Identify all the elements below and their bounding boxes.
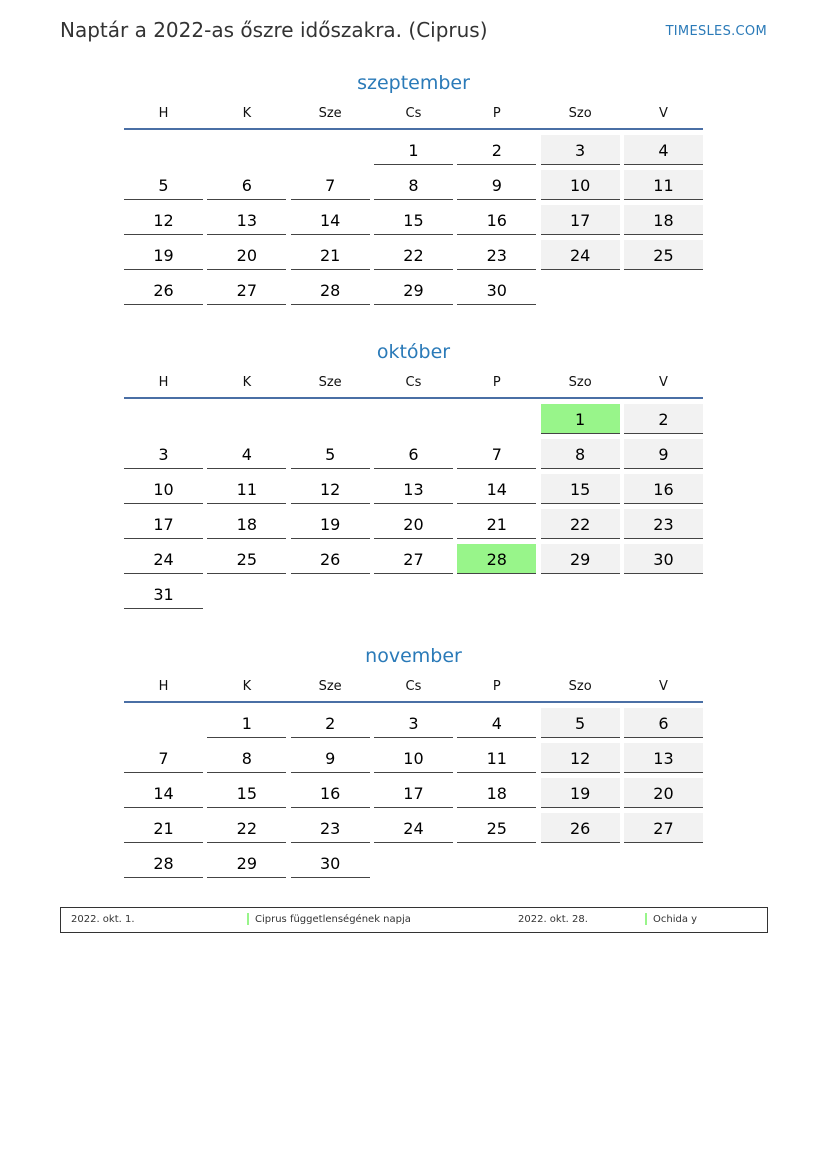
empty-day-cell [541, 275, 620, 305]
weekday-label: Szo [568, 679, 592, 694]
month-calendar [124, 339, 703, 609]
day-cell[interactable]: 29 [207, 848, 286, 878]
day-cell[interactable]: 3 [541, 135, 620, 165]
day-cell[interactable]: 4 [457, 708, 536, 738]
day-cell[interactable]: 22 [374, 240, 453, 270]
day-cell[interactable]: 15 [207, 778, 286, 808]
day-cell[interactable]: 23 [457, 240, 536, 270]
day-cell[interactable]: 15 [374, 205, 453, 235]
day-cell[interactable]: 9 [291, 743, 370, 773]
legend-name-1: Ciprus függetlenségének napja [255, 914, 411, 925]
day-cell[interactable]: 7 [457, 439, 536, 469]
day-cell[interactable]: 24 [541, 240, 620, 270]
empty-day-cell [624, 848, 703, 878]
weekday-label: H [158, 679, 169, 694]
day-cell[interactable]: 4 [624, 135, 703, 165]
day-cell[interactable]: 13 [374, 474, 453, 504]
day-cell[interactable]: 7 [291, 170, 370, 200]
brand-link[interactable]: TIMESLES.COM [665, 24, 767, 39]
empty-day-cell [207, 135, 286, 165]
legend-name-2: Ochida y [653, 914, 698, 925]
day-cell[interactable]: 15 [541, 474, 620, 504]
weekday-label: Szo [568, 375, 592, 390]
empty-day-cell [291, 404, 370, 434]
empty-day-cell [374, 579, 453, 609]
empty-day-cell [291, 135, 370, 165]
weekday-label: K [242, 106, 252, 121]
holiday-legend [60, 907, 768, 933]
day-cell[interactable]: 3 [374, 708, 453, 738]
day-cell[interactable]: 11 [624, 170, 703, 200]
day-cell[interactable]: 1 [207, 708, 286, 738]
legend-date-1: 2022. okt. 1. [71, 914, 135, 925]
empty-day-cell [207, 579, 286, 609]
day-cell[interactable]: 17 [374, 778, 453, 808]
weekday-label: V [659, 375, 668, 390]
weekday-header [124, 100, 703, 130]
day-cell[interactable]: 27 [624, 813, 703, 843]
day-cell[interactable]: 23 [291, 813, 370, 843]
weekday-label: P [492, 375, 501, 390]
day-cell[interactable]: 19 [541, 778, 620, 808]
day-cell[interactable]: 2 [624, 404, 703, 434]
empty-day-cell [124, 708, 203, 738]
day-cell[interactable]: 26 [291, 544, 370, 574]
day-cell[interactable]: 14 [124, 778, 203, 808]
day-cell[interactable]: 9 [457, 170, 536, 200]
empty-day-cell [624, 579, 703, 609]
day-cell[interactable]: 21 [124, 813, 203, 843]
day-cell[interactable]: 2 [457, 135, 536, 165]
day-cell[interactable]: 6 [374, 439, 453, 469]
month-title: október [376, 341, 451, 363]
weekday-label: H [158, 106, 169, 121]
weekday-label: Cs [405, 679, 422, 694]
weekday-label: Sze [318, 106, 342, 121]
day-cell[interactable]: 5 [124, 170, 203, 200]
weekday-label: V [659, 679, 668, 694]
empty-day-cell [624, 275, 703, 305]
empty-day-cell [374, 848, 453, 878]
day-cell[interactable]: 27 [207, 275, 286, 305]
weekday-label: Cs [405, 375, 422, 390]
day-cell[interactable]: 11 [457, 743, 536, 773]
day-cell[interactable]: 17 [541, 205, 620, 235]
weekday-header [124, 673, 703, 703]
weekday-label: V [659, 106, 668, 121]
weekday-label: H [158, 375, 169, 390]
day-cell[interactable]: 14 [457, 474, 536, 504]
day-cell[interactable]: 22 [207, 813, 286, 843]
day-cell[interactable]: 5 [541, 708, 620, 738]
day-cell[interactable]: 10 [124, 474, 203, 504]
day-cell[interactable]: 28 [457, 544, 536, 574]
day-cell[interactable]: 13 [207, 205, 286, 235]
day-cell[interactable]: 22 [541, 509, 620, 539]
day-cell[interactable]: 16 [457, 205, 536, 235]
day-cell[interactable]: 6 [624, 708, 703, 738]
day-cell[interactable]: 8 [374, 170, 453, 200]
day-cell[interactable]: 14 [291, 205, 370, 235]
day-cell[interactable]: 25 [624, 240, 703, 270]
empty-day-cell [207, 404, 286, 434]
day-cell[interactable]: 30 [457, 275, 536, 305]
day-cell[interactable]: 9 [624, 439, 703, 469]
empty-day-cell [457, 404, 536, 434]
day-cell[interactable]: 12 [541, 743, 620, 773]
day-grid [124, 404, 703, 609]
day-cell[interactable]: 24 [374, 813, 453, 843]
empty-day-cell [124, 404, 203, 434]
day-cell[interactable]: 21 [291, 240, 370, 270]
day-cell[interactable]: 26 [124, 275, 203, 305]
empty-day-cell [374, 404, 453, 434]
day-cell[interactable]: 20 [624, 778, 703, 808]
day-cell[interactable]: 8 [207, 743, 286, 773]
day-cell[interactable]: 21 [457, 509, 536, 539]
day-cell[interactable]: 1 [374, 135, 453, 165]
weekday-label: Sze [318, 679, 342, 694]
day-cell[interactable]: 18 [457, 778, 536, 808]
day-cell[interactable]: 25 [457, 813, 536, 843]
day-grid [124, 135, 703, 305]
day-cell[interactable]: 10 [541, 170, 620, 200]
day-cell[interactable]: 19 [291, 509, 370, 539]
day-cell[interactable]: 16 [624, 474, 703, 504]
day-cell[interactable]: 8 [541, 439, 620, 469]
empty-day-cell [541, 848, 620, 878]
weekday-label: P [492, 679, 501, 694]
empty-day-cell [124, 135, 203, 165]
day-cell[interactable]: 27 [374, 544, 453, 574]
day-cell[interactable]: 28 [291, 275, 370, 305]
weekday-label: Cs [405, 106, 422, 121]
day-cell[interactable]: 3 [124, 439, 203, 469]
empty-day-cell [291, 579, 370, 609]
month-calendar [124, 70, 703, 305]
day-cell[interactable]: 12 [124, 205, 203, 235]
day-cell[interactable]: 7 [124, 743, 203, 773]
weekday-label: K [242, 679, 252, 694]
weekday-label: Szo [568, 106, 592, 121]
day-cell[interactable]: 19 [124, 240, 203, 270]
day-cell[interactable]: 25 [207, 544, 286, 574]
day-cell[interactable]: 20 [207, 240, 286, 270]
empty-day-cell [541, 579, 620, 609]
day-cell[interactable]: 13 [624, 743, 703, 773]
day-cell[interactable]: 16 [291, 778, 370, 808]
month-title: szeptember [357, 72, 470, 94]
day-cell[interactable]: 4 [207, 439, 286, 469]
day-cell[interactable]: 29 [541, 544, 620, 574]
legend-date-2: 2022. okt. 28. [518, 914, 588, 925]
empty-day-cell [457, 848, 536, 878]
day-cell[interactable]: 6 [207, 170, 286, 200]
weekday-label: K [242, 375, 252, 390]
legend-color-marker-1 [247, 913, 249, 925]
empty-day-cell [457, 579, 536, 609]
day-cell[interactable]: 5 [291, 439, 370, 469]
day-cell[interactable]: 23 [624, 509, 703, 539]
day-cell[interactable]: 28 [124, 848, 203, 878]
day-cell[interactable]: 30 [291, 848, 370, 878]
day-cell[interactable]: 10 [374, 743, 453, 773]
day-cell[interactable]: 29 [374, 275, 453, 305]
day-cell[interactable]: 17 [124, 509, 203, 539]
day-cell[interactable]: 1 [541, 404, 620, 434]
day-cell[interactable]: 2 [291, 708, 370, 738]
legend-color-marker-2 [645, 913, 647, 925]
weekday-header [124, 369, 703, 399]
weekday-label: Sze [318, 375, 342, 390]
month-calendar [124, 643, 703, 878]
weekday-label: P [492, 106, 501, 121]
page-title: Naptár a 2022-as őszre időszakra. (Ciprus) [60, 18, 488, 42]
day-cell[interactable]: 18 [207, 509, 286, 539]
day-cell[interactable]: 12 [291, 474, 370, 504]
day-cell[interactable]: 31 [124, 579, 203, 609]
day-cell[interactable]: 20 [374, 509, 453, 539]
day-cell[interactable]: 18 [624, 205, 703, 235]
month-title: november [365, 645, 462, 667]
day-cell[interactable]: 11 [207, 474, 286, 504]
day-grid [124, 708, 703, 878]
day-cell[interactable]: 26 [541, 813, 620, 843]
day-cell[interactable]: 30 [624, 544, 703, 574]
day-cell[interactable]: 24 [124, 544, 203, 574]
